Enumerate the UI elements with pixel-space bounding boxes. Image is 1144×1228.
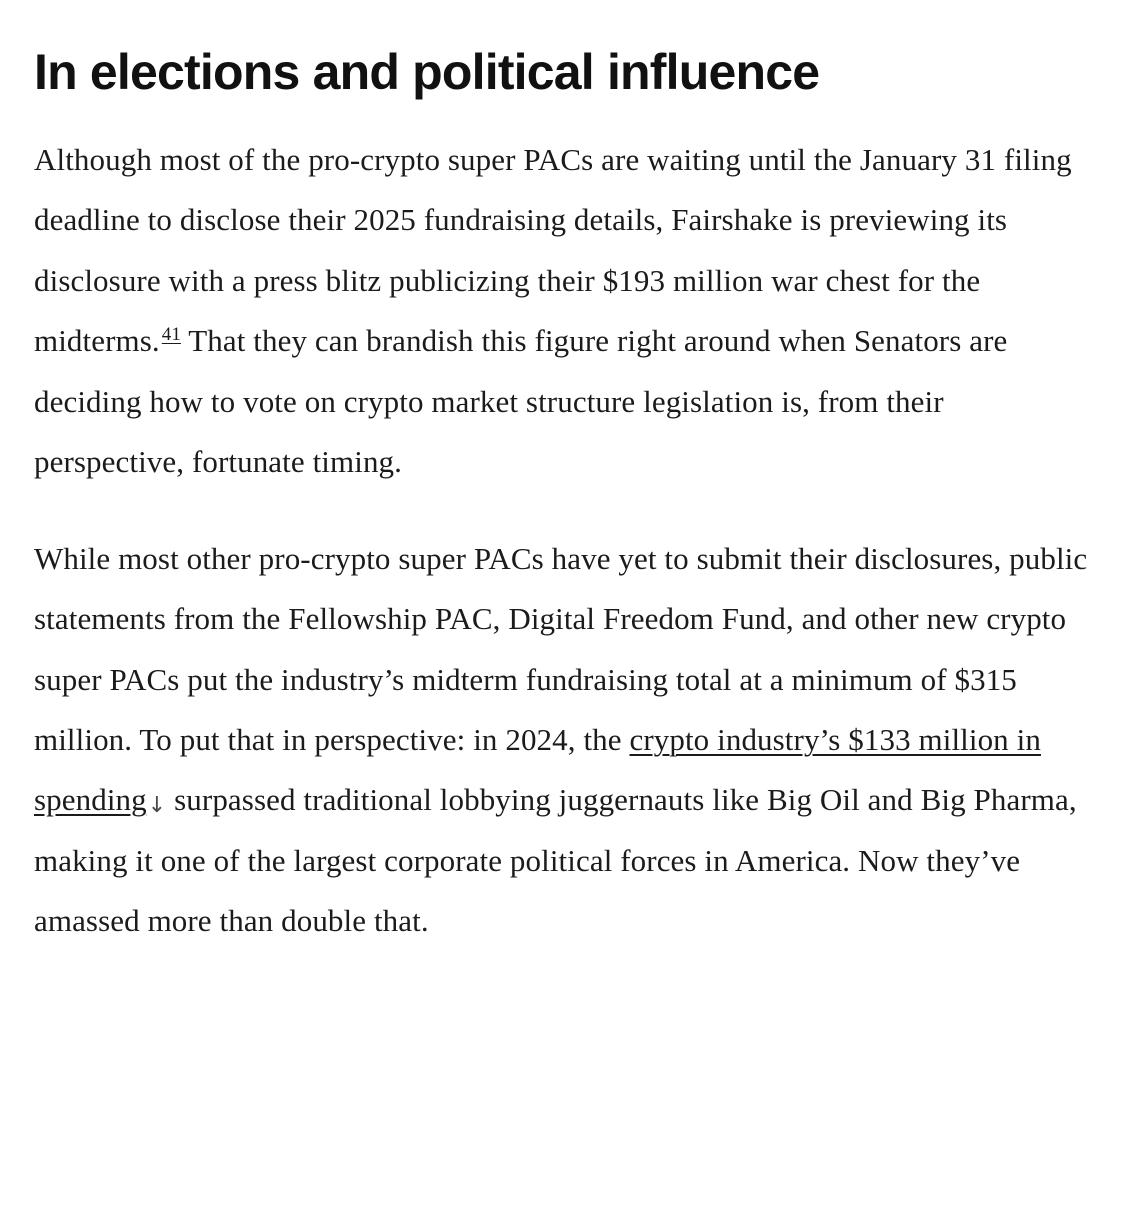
paragraph-2	[34, 529, 1100, 952]
paragraph-1-text-part-1: Although most of the pro-crypto super PACs are waiting until the January 31 filing deadline to disclose their 2025 fundraising details, Fairshake is previewing its disclosure with a press blitz publicizing their $193 million war chest for the midterms.	[34, 142, 1072, 359]
paragraph-2-text-part-2: surpassed traditional lobbying juggernauts like Big Oil and Big Pharma, making it one of the largest corporate political forces in America. Now they’ve amassed more than double that.	[34, 782, 1077, 939]
page-title: In elections and political influence	[34, 44, 820, 100]
paragraph-1	[34, 130, 1100, 493]
paragraph-2-text-part-1: While most other pro-crypto super PACs have yet to submit their disclosures, public statements from the Fellowship PAC, Digital Freedom Fund, and other new crypto super PACs put the industry’s midterm fundraising total at a minimum of $315 million. To put that in perspective: in 2024, the	[34, 540, 1088, 757]
paragraph-1-text-part-2: That they can brandish this figure right around when Senators are deciding how to vote on crypto market structure legislation is, from their perspective, fortunate timing.	[34, 323, 1008, 480]
footnote-reference-41[interactable]: 41	[161, 323, 181, 345]
down-arrow-icon[interactable]: ↓	[147, 793, 167, 819]
crypto-spending-link[interactable]: crypto industry’s $133 million in spending	[34, 721, 1041, 818]
